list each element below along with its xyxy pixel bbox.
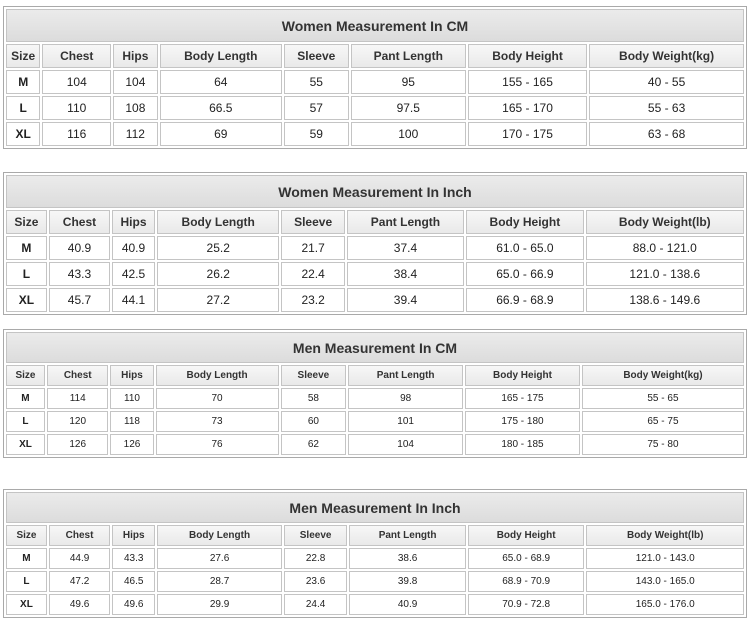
chest-cell: 43.3: [49, 262, 110, 286]
table-row: [6, 236, 744, 260]
hips-cell: 42.5: [112, 262, 155, 286]
header-chest: Chest: [49, 210, 110, 234]
header-size: Size: [6, 44, 40, 68]
size-cell: M: [6, 236, 47, 260]
chest-cell: 120: [47, 411, 109, 432]
header-hips: Hips: [110, 365, 153, 386]
hips-cell: 108: [113, 96, 157, 120]
sleeve-cell: 21.7: [281, 236, 344, 260]
sleeve-cell: 58: [281, 388, 347, 409]
hips-cell: 44.1: [112, 288, 155, 312]
size-cell: XL: [6, 594, 47, 615]
sleeve-cell: 22.4: [281, 262, 344, 286]
body-weight-cell: 63 - 68: [589, 122, 744, 146]
size-cell: L: [6, 411, 45, 432]
chest-cell: 110: [42, 96, 111, 120]
body-weight-cell: 40 - 55: [589, 70, 744, 94]
size-cell: M: [6, 388, 45, 409]
body-height-cell: 180 - 185: [465, 434, 580, 455]
header-size: Size: [6, 210, 47, 234]
pant-length-cell: 38.4: [347, 262, 464, 286]
header-pant-length: Pant Length: [349, 525, 466, 546]
header-body-height: Body Height: [466, 210, 583, 234]
size-cell: M: [6, 70, 40, 94]
hips-cell: 112: [113, 122, 157, 146]
body-weight-cell: 88.0 - 121.0: [586, 236, 744, 260]
body-weight-cell: 138.6 - 149.6: [586, 288, 744, 312]
header-body-length: Body Length: [160, 44, 282, 68]
pant-length-cell: 97.5: [351, 96, 466, 120]
size-cell: XL: [6, 122, 40, 146]
size-cell: M: [6, 548, 47, 569]
body-height-cell: 70.9 - 72.8: [468, 594, 585, 615]
size-cell: L: [6, 571, 47, 592]
pant-length-cell: 39.8: [349, 571, 466, 592]
body-weight-cell: 55 - 65: [582, 388, 744, 409]
body-height-cell: 65.0 - 68.9: [468, 548, 585, 569]
chest-cell: 116: [42, 122, 111, 146]
body-length-cell: 29.9: [157, 594, 282, 615]
body-height-cell: 68.9 - 70.9: [468, 571, 585, 592]
header-pant-length: Pant Length: [351, 44, 466, 68]
header-sleeve: Sleeve: [284, 525, 347, 546]
body-length-cell: 73: [156, 411, 279, 432]
header-pant-length: Pant Length: [348, 365, 463, 386]
body-height-cell: 170 - 175: [468, 122, 587, 146]
table-title: Women Measurement In Inch: [6, 175, 744, 208]
body-length-cell: 66.5: [160, 96, 282, 120]
header-chest: Chest: [42, 44, 111, 68]
size-cell: L: [6, 96, 40, 120]
body-height-cell: 66.9 - 68.9: [466, 288, 583, 312]
table-row: [6, 388, 744, 409]
body-length-cell: 27.2: [157, 288, 280, 312]
header-body-length: Body Length: [156, 365, 279, 386]
body-length-cell: 28.7: [157, 571, 282, 592]
size-cell: XL: [6, 288, 47, 312]
women-inch-table: [3, 172, 747, 315]
header-body-weight: Body Weight(lb): [586, 210, 744, 234]
table-row: [6, 70, 744, 94]
size-cell: XL: [6, 434, 45, 455]
body-length-cell: 25.2: [157, 236, 280, 260]
body-height-cell: 165 - 175: [465, 388, 580, 409]
pant-length-cell: 98: [348, 388, 463, 409]
body-height-cell: 61.0 - 65.0: [466, 236, 583, 260]
header-chest: Chest: [47, 365, 109, 386]
body-height-cell: 165 - 170: [468, 96, 587, 120]
sleeve-cell: 62: [281, 434, 347, 455]
body-height-cell: 175 - 180: [465, 411, 580, 432]
table-row: [6, 594, 744, 615]
chest-cell: 126: [47, 434, 109, 455]
pant-length-cell: 40.9: [349, 594, 466, 615]
pant-length-cell: 39.4: [347, 288, 464, 312]
pant-length-cell: 104: [348, 434, 463, 455]
table-row: [6, 262, 744, 286]
table-row: [6, 288, 744, 312]
pant-length-cell: 38.6: [349, 548, 466, 569]
pant-length-cell: 100: [351, 122, 466, 146]
sleeve-cell: 23.6: [284, 571, 347, 592]
body-length-cell: 69: [160, 122, 282, 146]
header-sleeve: Sleeve: [284, 44, 349, 68]
chest-cell: 45.7: [49, 288, 110, 312]
header-body-weight: Body Weight(kg): [589, 44, 744, 68]
sleeve-cell: 60: [281, 411, 347, 432]
table-row: [6, 434, 744, 455]
hips-cell: 40.9: [112, 236, 155, 260]
sleeve-cell: 59: [284, 122, 349, 146]
women-cm-table: [3, 6, 747, 149]
pant-length-cell: 101: [348, 411, 463, 432]
chest-cell: 114: [47, 388, 109, 409]
table-row: [6, 122, 744, 146]
body-height-cell: 65.0 - 66.9: [466, 262, 583, 286]
header-chest: Chest: [49, 525, 110, 546]
body-length-cell: 64: [160, 70, 282, 94]
table-row: [6, 411, 744, 432]
sleeve-cell: 57: [284, 96, 349, 120]
table-row: [6, 571, 744, 592]
chest-cell: 49.6: [49, 594, 110, 615]
header-size: Size: [6, 525, 47, 546]
sleeve-cell: 22.8: [284, 548, 347, 569]
header-hips: Hips: [112, 210, 155, 234]
header-size: Size: [6, 365, 45, 386]
size-cell: L: [6, 262, 47, 286]
header-sleeve: Sleeve: [281, 210, 344, 234]
chest-cell: 44.9: [49, 548, 110, 569]
hips-cell: 49.6: [112, 594, 155, 615]
body-weight-cell: 165.0 - 176.0: [586, 594, 744, 615]
hips-cell: 118: [110, 411, 153, 432]
header-sleeve: Sleeve: [281, 365, 347, 386]
body-weight-cell: 121.0 - 138.6: [586, 262, 744, 286]
table-row: [6, 548, 744, 569]
body-weight-cell: 143.0 - 165.0: [586, 571, 744, 592]
sleeve-cell: 24.4: [284, 594, 347, 615]
chest-cell: 40.9: [49, 236, 110, 260]
table-title: Women Measurement In CM: [6, 9, 744, 42]
header-body-weight: Body Weight(lb): [586, 525, 744, 546]
chest-cell: 47.2: [49, 571, 110, 592]
body-weight-cell: 55 - 63: [589, 96, 744, 120]
body-weight-cell: 75 - 80: [582, 434, 744, 455]
table-title: Men Measurement In Inch: [6, 492, 744, 523]
header-body-weight: Body Weight(kg): [582, 365, 744, 386]
sleeve-cell: 55: [284, 70, 349, 94]
header-body-length: Body Length: [157, 525, 282, 546]
hips-cell: 110: [110, 388, 153, 409]
body-weight-cell: 121.0 - 143.0: [586, 548, 744, 569]
hips-cell: 104: [113, 70, 157, 94]
header-body-height: Body Height: [465, 365, 580, 386]
body-length-cell: 27.6: [157, 548, 282, 569]
header-hips: Hips: [112, 525, 155, 546]
table-row: [6, 96, 744, 120]
body-length-cell: 70: [156, 388, 279, 409]
chest-cell: 104: [42, 70, 111, 94]
hips-cell: 43.3: [112, 548, 155, 569]
body-weight-cell: 65 - 75: [582, 411, 744, 432]
header-body-length: Body Length: [157, 210, 280, 234]
hips-cell: 126: [110, 434, 153, 455]
men-cm-table: [3, 329, 747, 458]
header-hips: Hips: [113, 44, 157, 68]
body-length-cell: 26.2: [157, 262, 280, 286]
header-pant-length: Pant Length: [347, 210, 464, 234]
table-title: Men Measurement In CM: [6, 332, 744, 363]
body-length-cell: 76: [156, 434, 279, 455]
pant-length-cell: 37.4: [347, 236, 464, 260]
header-body-height: Body Height: [468, 44, 587, 68]
pant-length-cell: 95: [351, 70, 466, 94]
body-height-cell: 155 - 165: [468, 70, 587, 94]
men-inch-table: [3, 489, 747, 618]
hips-cell: 46.5: [112, 571, 155, 592]
sleeve-cell: 23.2: [281, 288, 344, 312]
header-body-height: Body Height: [468, 525, 585, 546]
